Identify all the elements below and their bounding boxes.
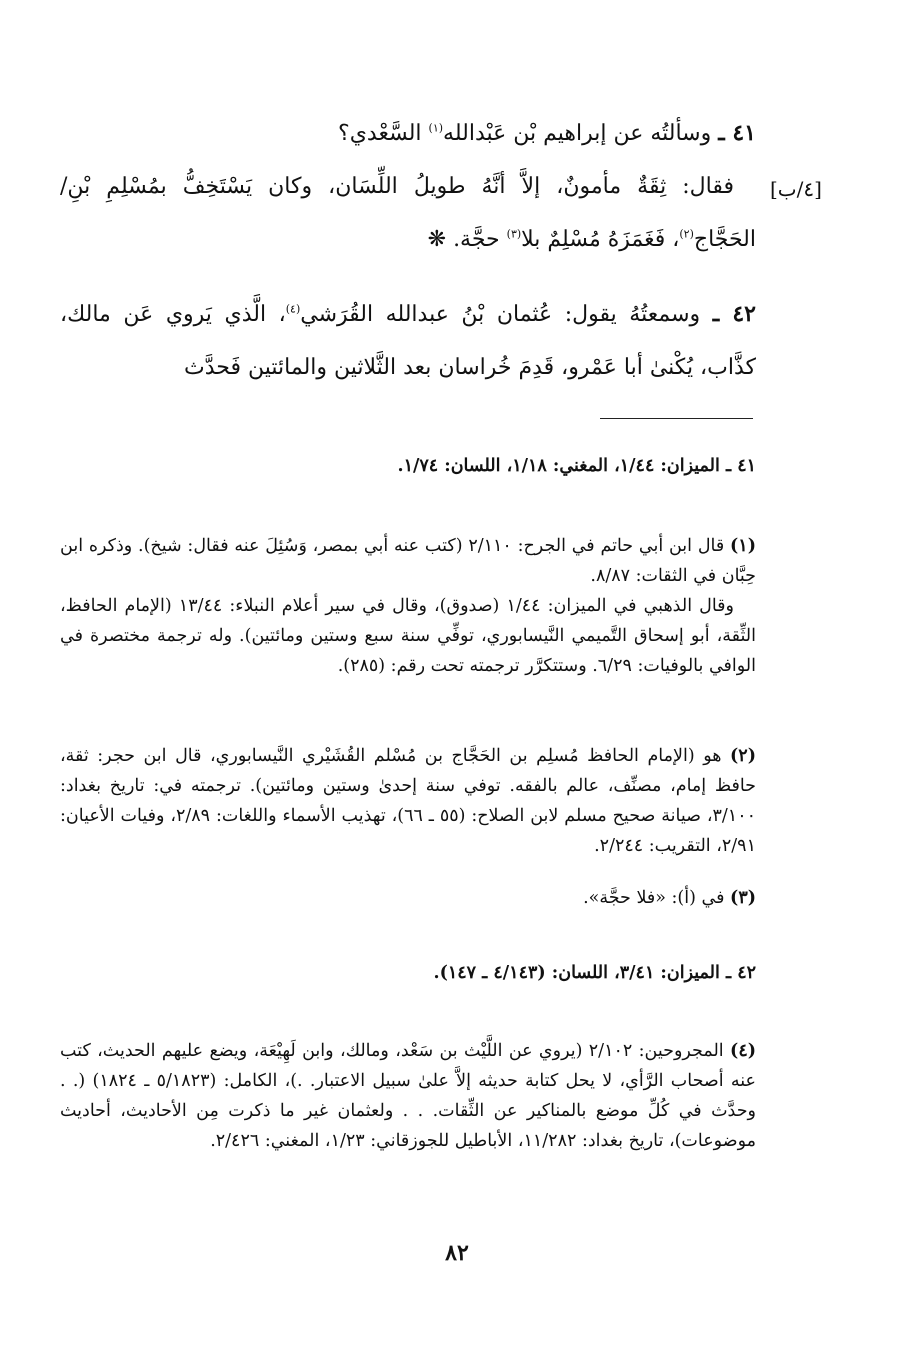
footnote-4-label: (٤) — [730, 1041, 756, 1061]
footnote-3 — [60, 883, 756, 913]
footnote-3-text: في (أ): «فلا حجَّة». — [583, 888, 725, 908]
footnote-4 — [60, 1036, 756, 1156]
footnote-3-label: (٣) — [730, 888, 756, 908]
footnote-2-text: هو (الإمام الحافظ مُسلِم بن الحَجَّاج بن مُسْلم القُشَيْري النَّيسابوري، قال ابن حجر: ثقة، حافظ إمام، مصنِّف، عالم بالفقه. توفي سنة إحدىٰ وستين ومائتين). ترجمته في: تاريخ بغداد: ٣/١٠٠، صيانة صحيح مسلم لابن الصلاح: (٥٥ ـ ٦٦)، تهذيب الأسماء واللغات: ٢/٨٩، وفيات الأعيان: ٢/٩١، التقريب: ٢/٢٤٤. — [60, 746, 756, 856]
entry-41-answer — [60, 160, 756, 266]
footnote-ref-4: (٤) — [285, 302, 301, 316]
sources-41-number: ٤١ ـ — [725, 456, 756, 476]
entry-41-answer-b: ، فَغَمَزَهُ مُسْلِمٌ بلا — [521, 227, 680, 252]
entry-42 — [60, 288, 756, 394]
footnote-1-p1: قال ابن أبي حاتم في الجرح: ٢/١١٠ (كتب عنه أبي بمصر، وَسُئِلَ عنه فقال: شيخ). وذكره ابن حِبَّان في الثقات: ٨/٨٧. — [60, 536, 756, 586]
entry-41-answer-c: حجَّة. ❋ — [427, 227, 500, 252]
sources-42-number: ٤٢ ـ — [725, 963, 756, 983]
entry-41-number: ٤١ ـ — [718, 120, 756, 146]
footnote-2-label: (٢) — [730, 746, 756, 766]
footnote-2 — [60, 741, 756, 861]
entry-41 — [60, 107, 756, 266]
entry-41-question-text-a: وسألتُه عن إبراهيم بْن عَبْدالله — [443, 121, 712, 146]
footnote-ref-1: (١) — [428, 121, 444, 135]
footnote-ref-2: (٢) — [679, 227, 694, 241]
entry-41-question-text-b: السَّعْدي؟ — [338, 121, 422, 146]
sources-41 — [60, 451, 756, 481]
footnote-1 — [60, 531, 756, 681]
entry-41-question — [60, 107, 756, 160]
entry-41-answer-a: فقال: ثِقَةٌ مأمونٌ، إلاَّ أنَّهُ طويلُ اللِّسَان، وكان يَسْتَخِفُّ بمُسْلِمِ بْنِ/ الحَجَّاج — [60, 174, 756, 252]
entry-42-text — [60, 288, 756, 394]
entry-42-text-a: وسمعتُهُ يقول: عُثمان بْنُ عبدالله القُرَشي — [300, 302, 701, 327]
footnote-4-text: المجروحين: ٢/١٠٢ (يروي عن اللَّيْث بن سَعْد، ومالك، وابن لَهِيْعَة، ويضع عليهم الحديث، كتب عنه أصحاب الرَّأي، لا يحل كتابة حديثه إلاَّ علىٰ سبيل الاعتبار. .)، الكامل: (٥/١٨٢٣ ـ ١٨٢٤) (. . وحدَّث في كُلِّ موضع بالمناكير عن الثِّقات. . . ولعثمان غير ما ذكرت مِن الأحاديث، أحاديث موضوعات)، تاريخ بغداد: ١١/٢٨٢، الأباطيل للجوزقاني: ١/٢٣، المغني: ٢/٤٢٦. — [60, 1041, 756, 1151]
sources-42 — [60, 958, 756, 988]
footnote-1-p2: وقال الذهبي في الميزان: ١/٤٤ (صدوق)، وقال في سير أعلام النبلاء: ١٣/٤٤ (الإمام الحافظ، الثِّقة، أبو إسحاق التَّميمي النَّيسابوري، توفِّي سنة سبع وستين ومائتين). وله ترجمة مختصرة في الوافي بالوفيات: ٦/٢٩. وستتكرَّر ترجمته تحت رقم: (٢٨٥). — [60, 596, 756, 676]
folio-margin-note: [٤/ب] — [770, 177, 822, 201]
sources-42-text: الميزان: ٣/٤١، اللسان: (٤/١٤٣ ـ ١٤٧). — [433, 963, 720, 983]
sources-41-text: الميزان: ١/٤٤، المغني: ١/١٨، اللسان: ١/٧٤. — [397, 456, 720, 476]
page-number: ٨٢ — [445, 1240, 469, 1266]
entry-42-text-b: ، الَّذي يَروي عَن مالك، كذَّاب، يُكْنىٰ أبا عَمْرو، قَدِمَ خُراسان بعد الثَّلاثين والمائتين فَحدَّث — [60, 302, 756, 380]
entry-42-number: ٤٢ ـ — [712, 301, 756, 327]
footnote-separator — [600, 418, 753, 419]
footnote-ref-3: (٣) — [506, 227, 522, 241]
footnote-1-label: (١) — [730, 536, 756, 556]
